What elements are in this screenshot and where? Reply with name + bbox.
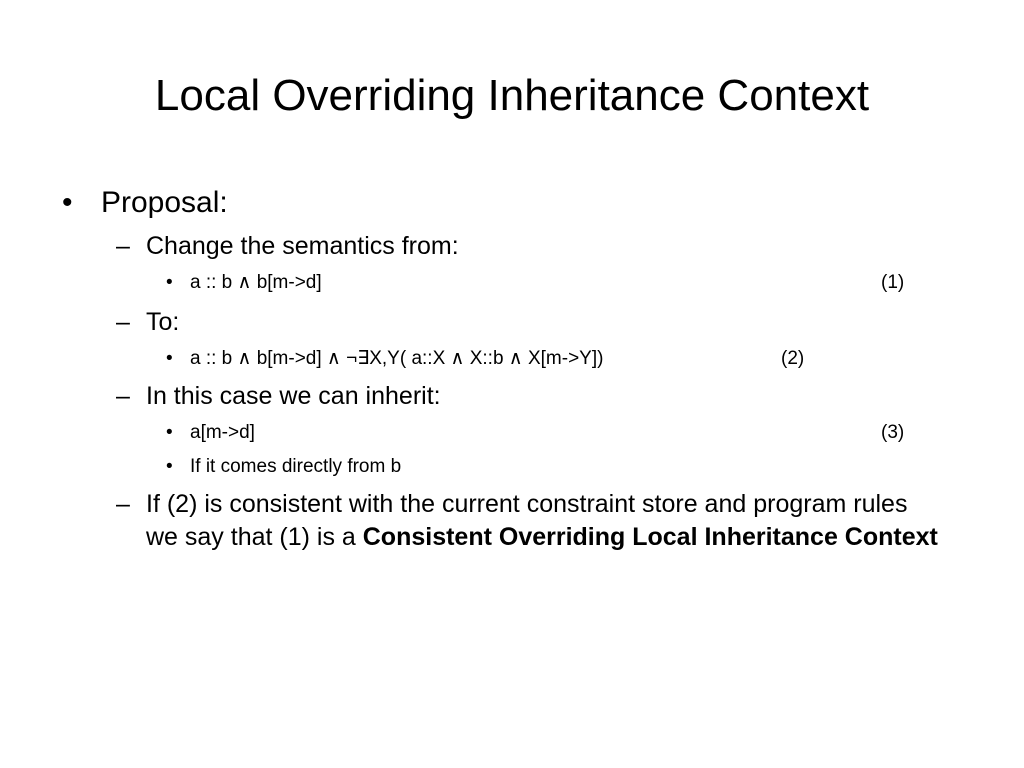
dash-bullet-icon: – [116, 490, 130, 518]
formula-3: a[m->d] [190, 422, 255, 443]
formula-1: a :: b ∧ b[m->d] [190, 272, 322, 293]
bullet-dot-icon: • [166, 422, 173, 443]
consistency-paragraph [146, 488, 946, 554]
direct-note-item: If it comes directly from b [190, 456, 402, 477]
formula-3-number: (3) [881, 422, 905, 443]
change-semantics-item: Change the semantics from: [146, 232, 459, 260]
slide-title: Local Overriding Inheritance Context [154, 71, 870, 120]
bullet-dot-icon: • [166, 348, 173, 369]
bullet-dot-icon: • [166, 456, 173, 477]
proposal-heading: Proposal: [101, 186, 228, 219]
dash-bullet-icon: – [116, 382, 130, 410]
dash-bullet-icon: – [116, 308, 130, 336]
dash-bullet-icon: – [116, 232, 130, 260]
to-item: To: [146, 308, 180, 336]
bullet-dot-icon: • [62, 186, 73, 219]
formula-1-number: (1) [881, 272, 905, 293]
formula-2: a :: b ∧ b[m->d] ∧ ¬∃X,Y( a::X ∧ X::b ∧ X[m->Y]) [190, 348, 604, 369]
consistency-text: If (2) is consistent with the current constraint store and program rules we say that (1) is a [146, 490, 908, 551]
bullet-dot-icon: • [166, 272, 173, 293]
formula-2-number: (2) [781, 348, 805, 369]
consistency-term: Consistent Overriding Local Inheritance Context [362, 523, 938, 551]
inherit-intro-item: In this case we can inherit: [146, 382, 441, 410]
